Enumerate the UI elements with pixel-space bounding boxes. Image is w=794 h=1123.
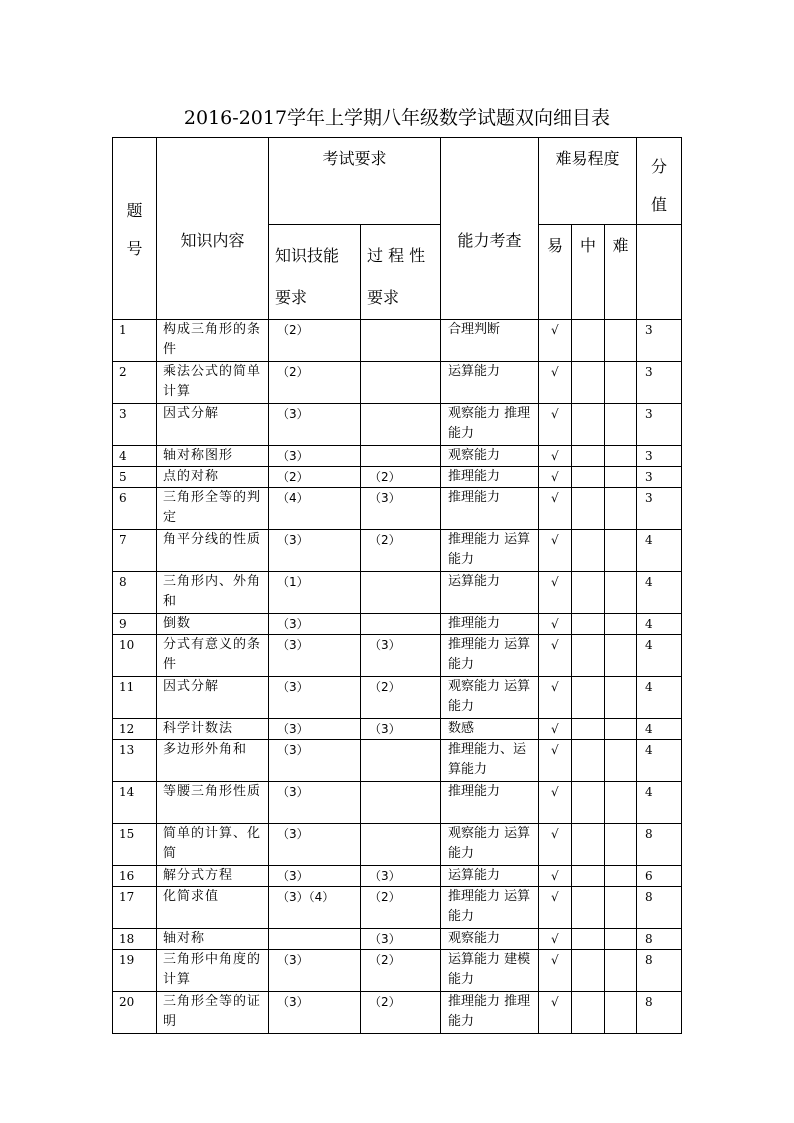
score-value: 3 [637, 320, 682, 362]
difficulty-hard [605, 719, 637, 740]
question-number: 1 [113, 320, 157, 362]
difficulty-hard [605, 782, 637, 824]
header-skill-requirement [269, 225, 361, 320]
knowledge-content: 因式分解 [157, 404, 269, 446]
score-value: 4 [637, 530, 682, 572]
difficulty-easy: √ [539, 866, 572, 887]
difficulty-easy: √ [539, 572, 572, 614]
knowledge-content: 乘法公式的简单计算 [157, 362, 269, 404]
header-skill-line2: 要求 [275, 288, 308, 307]
process-requirement [361, 740, 441, 782]
difficulty-easy: √ [539, 488, 572, 530]
knowledge-content: 三角形中角度的计算 [157, 950, 269, 992]
difficulty-hard [605, 467, 637, 488]
difficulty-medium [572, 719, 605, 740]
knowledge-content: 三角形全等的判定 [157, 488, 269, 530]
header-process-line2: 要求 [367, 288, 400, 307]
knowledge-content: 点的对称 [157, 467, 269, 488]
skill-requirement [269, 929, 361, 950]
header-medium: 中 [572, 225, 605, 320]
process-requirement: （3） [361, 929, 441, 950]
score-value: 3 [637, 488, 682, 530]
process-requirement: （2） [361, 950, 441, 992]
process-requirement: （3） [361, 635, 441, 677]
difficulty-medium [572, 929, 605, 950]
skill-requirement: （2） [269, 362, 361, 404]
page-title: 2016-2017学年上学期八年级数学试题双向细目表 [183, 107, 611, 129]
header-process-line1: 过 程 性 [367, 246, 426, 265]
header-score [637, 138, 682, 225]
skill-requirement: （2） [269, 467, 361, 488]
difficulty-medium [572, 446, 605, 467]
ability-assessed: 观察能力 推理能力 [441, 404, 539, 446]
difficulty-medium [572, 362, 605, 404]
table-row [113, 992, 682, 1034]
table-row [113, 530, 682, 572]
skill-requirement: （3） [269, 824, 361, 866]
difficulty-medium [572, 782, 605, 824]
table-row [113, 782, 682, 824]
process-requirement: （3） [361, 488, 441, 530]
header-question-no-line2: 号 [126, 239, 143, 258]
table-row [113, 614, 682, 635]
header-ability: 能力考查 [441, 138, 539, 320]
question-number: 11 [113, 677, 157, 719]
knowledge-content: 化简求值 [157, 887, 269, 929]
difficulty-hard [605, 635, 637, 677]
difficulty-hard [605, 677, 637, 719]
process-requirement [361, 362, 441, 404]
ability-assessed: 推理能力、运算能力 [441, 740, 539, 782]
ability-assessed: 推理能力 运算能力 [441, 530, 539, 572]
header-score-line1: 分 [651, 157, 668, 176]
table-row [113, 929, 682, 950]
difficulty-hard [605, 404, 637, 446]
difficulty-easy: √ [539, 467, 572, 488]
process-requirement: （3） [361, 866, 441, 887]
knowledge-content: 科学计数法 [157, 719, 269, 740]
knowledge-content: 角平分线的性质 [157, 530, 269, 572]
skill-requirement: （3） [269, 782, 361, 824]
question-number: 5 [113, 467, 157, 488]
difficulty-easy: √ [539, 887, 572, 929]
score-value: 6 [637, 866, 682, 887]
table-row [113, 362, 682, 404]
ability-assessed: 运算能力 [441, 362, 539, 404]
difficulty-medium [572, 824, 605, 866]
question-number: 4 [113, 446, 157, 467]
knowledge-content: 三角形全等的证明 [157, 992, 269, 1034]
score-value: 4 [637, 677, 682, 719]
skill-requirement: （3） [269, 404, 361, 446]
difficulty-hard [605, 740, 637, 782]
process-requirement: （2） [361, 992, 441, 1034]
table-row [113, 740, 682, 782]
skill-requirement: （3） [269, 719, 361, 740]
score-value: 4 [637, 572, 682, 614]
question-number: 7 [113, 530, 157, 572]
score-value: 3 [637, 404, 682, 446]
process-requirement: （2） [361, 467, 441, 488]
ability-assessed: 运算能力 [441, 572, 539, 614]
table-row [113, 887, 682, 929]
difficulty-hard [605, 362, 637, 404]
difficulty-medium [572, 740, 605, 782]
score-value: 4 [637, 635, 682, 677]
question-number: 8 [113, 572, 157, 614]
header-question-no-line1: 题 [126, 201, 143, 220]
difficulty-medium [572, 887, 605, 929]
skill-requirement: （2） [269, 320, 361, 362]
score-value: 3 [637, 467, 682, 488]
knowledge-content: 多边形外角和 [157, 740, 269, 782]
question-number: 3 [113, 404, 157, 446]
difficulty-easy: √ [539, 446, 572, 467]
ability-assessed: 数感 [441, 719, 539, 740]
difficulty-easy: √ [539, 824, 572, 866]
difficulty-medium [572, 614, 605, 635]
difficulty-hard [605, 320, 637, 362]
knowledge-content: 三角形内、外角和 [157, 572, 269, 614]
difficulty-medium [572, 467, 605, 488]
table-row [113, 467, 682, 488]
score-value: 8 [637, 824, 682, 866]
difficulty-hard [605, 866, 637, 887]
difficulty-medium [572, 992, 605, 1034]
skill-requirement: （3） [269, 530, 361, 572]
table-row [113, 950, 682, 992]
difficulty-hard [605, 446, 637, 467]
difficulty-easy: √ [539, 635, 572, 677]
question-number: 10 [113, 635, 157, 677]
difficulty-hard [605, 488, 637, 530]
ability-assessed: 推理能力 [441, 782, 539, 824]
score-value: 4 [637, 719, 682, 740]
ability-assessed: 推理能力 [441, 488, 539, 530]
ability-assessed: 运算能力 [441, 866, 539, 887]
header-question-no [113, 138, 157, 320]
header-process-requirement [361, 225, 441, 320]
difficulty-easy: √ [539, 404, 572, 446]
difficulty-medium [572, 404, 605, 446]
skill-requirement: （4） [269, 488, 361, 530]
difficulty-easy: √ [539, 320, 572, 362]
knowledge-content: 倒数 [157, 614, 269, 635]
process-requirement [361, 404, 441, 446]
question-number: 18 [113, 929, 157, 950]
header-difficulty: 难易程度 [539, 138, 637, 225]
difficulty-medium [572, 677, 605, 719]
header-exam-requirements: 考试要求 [269, 138, 441, 225]
skill-requirement: （3） [269, 866, 361, 887]
knowledge-content: 构成三角形的条件 [157, 320, 269, 362]
ability-assessed: 推理能力 推理能力 [441, 992, 539, 1034]
header-hard: 难 [605, 225, 637, 320]
process-requirement: （2） [361, 530, 441, 572]
process-requirement [361, 782, 441, 824]
difficulty-medium [572, 320, 605, 362]
knowledge-content: 因式分解 [157, 677, 269, 719]
process-requirement [361, 614, 441, 635]
process-requirement: （2） [361, 887, 441, 929]
header-skill-line1: 知识技能 [275, 246, 340, 265]
difficulty-easy: √ [539, 950, 572, 992]
skill-requirement: （3） [269, 992, 361, 1034]
question-number: 15 [113, 824, 157, 866]
ability-assessed: 合理判断 [441, 320, 539, 362]
difficulty-easy: √ [539, 992, 572, 1034]
question-number: 20 [113, 992, 157, 1034]
table-row [113, 719, 682, 740]
ability-assessed: 推理能力 [441, 614, 539, 635]
table-row [113, 320, 682, 362]
ability-assessed: 推理能力 运算能力 [441, 887, 539, 929]
difficulty-easy: √ [539, 719, 572, 740]
process-requirement [361, 446, 441, 467]
score-value: 8 [637, 929, 682, 950]
process-requirement [361, 824, 441, 866]
skill-requirement: （3） [269, 950, 361, 992]
question-number: 2 [113, 362, 157, 404]
question-number: 14 [113, 782, 157, 824]
score-value: 3 [637, 446, 682, 467]
table-row [113, 488, 682, 530]
difficulty-medium [572, 950, 605, 992]
skill-requirement: （3） [269, 740, 361, 782]
knowledge-content: 等腰三角形性质 [157, 782, 269, 824]
knowledge-content: 简单的计算、化简 [157, 824, 269, 866]
table-row [113, 635, 682, 677]
difficulty-medium [572, 530, 605, 572]
difficulty-easy: √ [539, 929, 572, 950]
process-requirement [361, 320, 441, 362]
table-row [113, 824, 682, 866]
score-value: 8 [637, 992, 682, 1034]
difficulty-hard [605, 530, 637, 572]
question-number: 17 [113, 887, 157, 929]
difficulty-medium [572, 635, 605, 677]
score-value: 8 [637, 950, 682, 992]
difficulty-easy: √ [539, 677, 572, 719]
skill-requirement: （1） [269, 572, 361, 614]
score-value: 4 [637, 782, 682, 824]
header-score-line2: 值 [651, 195, 668, 214]
process-requirement: （2） [361, 677, 441, 719]
difficulty-easy: √ [539, 782, 572, 824]
table-row [113, 866, 682, 887]
score-value: 3 [637, 362, 682, 404]
header-knowledge: 知识内容 [157, 138, 269, 320]
difficulty-hard [605, 572, 637, 614]
knowledge-content: 轴对称 [157, 929, 269, 950]
ability-assessed: 观察能力 [441, 929, 539, 950]
difficulty-easy: √ [539, 740, 572, 782]
skill-requirement: （3） [269, 614, 361, 635]
skill-requirement: （3） [269, 635, 361, 677]
table-row [113, 446, 682, 467]
question-number: 16 [113, 866, 157, 887]
difficulty-easy: √ [539, 530, 572, 572]
question-number: 13 [113, 740, 157, 782]
difficulty-hard [605, 992, 637, 1034]
table-row [113, 572, 682, 614]
score-value: 4 [637, 614, 682, 635]
difficulty-hard [605, 929, 637, 950]
header-score-blank [637, 225, 682, 320]
ability-assessed: 观察能力 [441, 446, 539, 467]
question-number: 12 [113, 719, 157, 740]
score-value: 4 [637, 740, 682, 782]
ability-assessed: 推理能力 [441, 467, 539, 488]
difficulty-medium [572, 572, 605, 614]
difficulty-hard [605, 824, 637, 866]
two-way-specification-table [112, 137, 682, 1034]
skill-requirement: （3） [269, 446, 361, 467]
knowledge-content: 分式有意义的条件 [157, 635, 269, 677]
skill-requirement: （3）（4） [269, 887, 361, 929]
score-value: 8 [637, 887, 682, 929]
process-requirement [361, 572, 441, 614]
table-row [113, 404, 682, 446]
knowledge-content: 轴对称图形 [157, 446, 269, 467]
difficulty-hard [605, 614, 637, 635]
table-row [113, 677, 682, 719]
ability-assessed: 观察能力 运算能力 [441, 677, 539, 719]
question-number: 19 [113, 950, 157, 992]
difficulty-easy: √ [539, 362, 572, 404]
process-requirement: （3） [361, 719, 441, 740]
ability-assessed: 推理能力 运算能力 [441, 635, 539, 677]
skill-requirement: （3） [269, 677, 361, 719]
difficulty-hard [605, 950, 637, 992]
ability-assessed: 运算能力 建模能力 [441, 950, 539, 992]
knowledge-content: 解分式方程 [157, 866, 269, 887]
header-easy: 易 [539, 225, 572, 320]
difficulty-hard [605, 887, 637, 929]
difficulty-easy: √ [539, 614, 572, 635]
ability-assessed: 观察能力 运算能力 [441, 824, 539, 866]
difficulty-medium [572, 866, 605, 887]
question-number: 6 [113, 488, 157, 530]
question-number: 9 [113, 614, 157, 635]
difficulty-medium [572, 488, 605, 530]
